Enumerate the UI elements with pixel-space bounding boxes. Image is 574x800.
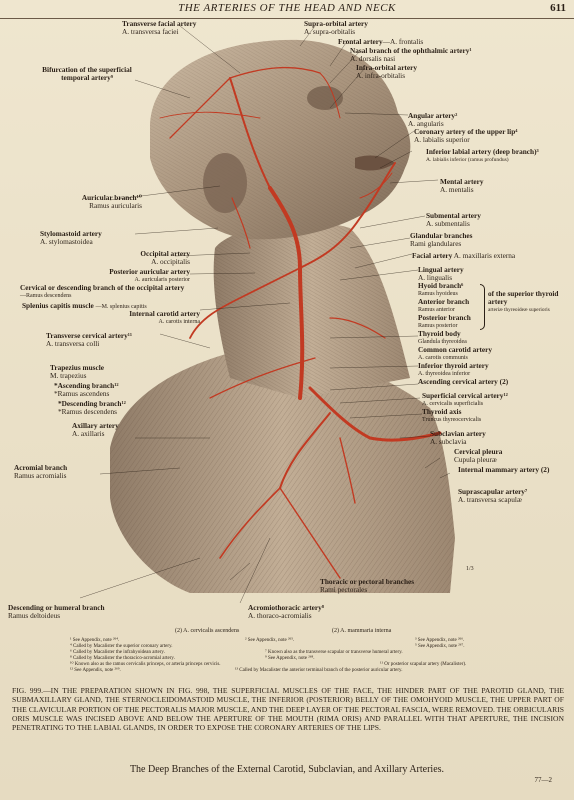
label-facial: Facial artery A. maxillaris externa — [412, 251, 516, 260]
eye-region — [307, 86, 343, 110]
label-bifurcation: Bifurcation of the superficial temporal artery⁹ — [42, 65, 132, 82]
auricle — [203, 153, 247, 213]
label-axillary: Axillary artery A. axillaris — [72, 421, 119, 438]
label-mental: Mental artery A. mentalis — [440, 177, 484, 194]
footnote: ¹¹ Or posterior scapular artery (Macalister). — [380, 662, 467, 667]
label-thyroid-body: Thyroid body Glandula thyreoidea — [418, 329, 467, 345]
label-thyroid-axis: Thyroid axis Truncus thyreocervicalis — [422, 407, 482, 423]
footnote: ⁷ Known also as the transverse scapular or transverse humeral artery. — [265, 650, 403, 655]
label-lingual: Lingual artery A. lingualis — [418, 265, 464, 282]
label-hyoid: Hyoid branch⁶ Ramus hyoideus — [418, 281, 464, 297]
footnote: ⁵ See Appendix, note ²⁶⁷. — [415, 644, 465, 649]
label-ascending-branch: *Ascending branch¹² *Ramus ascendens — [54, 381, 119, 398]
label-acromiothoracic: Acromiothoracic artery⁸ A. thoraco-acromialis — [248, 603, 325, 620]
label-acromial: Acromial branch Ramus acromialis — [14, 463, 68, 480]
footnote: ¹ See Appendix, note ²⁶⁴. — [70, 638, 120, 643]
brace-superior-thyroid — [480, 284, 485, 330]
label-inferior-thyroid: Inferior thyroid artery A. thyreoidea inferior — [418, 361, 489, 377]
footnote: ¹³ Called by Macalister the anterior terminal branch of the posterior auricular artery. — [235, 668, 403, 673]
page-number: 611 — [550, 2, 566, 14]
label-subclavian: Subclavian artery A. subclavia — [430, 429, 486, 446]
label-transverse-facial: Transverse facial artery A. transversa faciei — [122, 19, 197, 36]
label-occipital: Occipital artery A. occipitalis — [140, 249, 190, 266]
label-coronary-upper: Coronary artery of the upper lip⁴ A. labialis superior — [414, 127, 518, 144]
foot-ascending-cervical: (2) A. cervicalis ascendens — [175, 628, 240, 634]
label-trapezius: Trapezius muscle M. trapezius — [50, 363, 104, 380]
footnote: ¹² See Appendix, note ²⁶⁹. — [70, 668, 121, 673]
label-suprascapular: Suprascapular artery⁷ A. transversa scapulæ — [458, 487, 528, 504]
label-posterior-branch: Posterior branch Ramus posterior — [418, 313, 471, 329]
footnote: ⁹ See Appendix, note ²⁶⁸. — [265, 656, 315, 661]
label-splenius: Splenius capitis muscle —M. splenius capitis — [22, 301, 147, 310]
label-superficial-cervical: Superficial cervical artery¹² A. cervicalis superficialis — [422, 391, 508, 407]
label-cervical-pleura: Cervical pleura Cupula pleuræ — [454, 447, 503, 464]
label-thoracic-pectoral: Thoracic or pectoral branches Rami pectorales — [320, 577, 415, 594]
label-ascending-cervical: Ascending cervical artery (2) — [418, 377, 509, 386]
anatomical-plate — [0, 18, 574, 618]
label-descending-humeral: Descending or humeral branch Ramus deltoideus — [8, 603, 105, 620]
label-angular: Angular artery² A. angularis — [408, 111, 458, 128]
footnote: ² See Appendix, note ²⁶⁵. — [245, 638, 295, 643]
label-inferior-labial: Inferior labial artery (deep branch)³ A. labialis inferior (ramus profundus) — [426, 147, 539, 163]
label-internal-mammary: Internal mammary artery (2) — [458, 465, 550, 474]
label-supra-orbital: Supra-orbital artery A. supra-orbitalis — [304, 19, 368, 36]
label-glandular: Glandular branches Rami glandulares — [410, 231, 473, 248]
footnote: ⁶ Called by Macalister the infrahyoidean artery. — [70, 650, 165, 655]
label-cervical-descending: Cervical or descending branch of the occipital artery —Ramus descendens — [20, 283, 185, 299]
scale-mark: 1/3 — [466, 566, 474, 572]
label-stylomastoid: Stylomastoid artery A. stylomastoidea — [40, 229, 102, 246]
footnotes — [70, 638, 540, 680]
label-submental: Submental artery A. submentalis — [426, 211, 481, 228]
label-posterior-auricular: Posterior auricular artery A. auricularis posterior — [109, 267, 190, 283]
page-header-title: THE ARTERIES OF THE HEAD AND NECK — [178, 2, 396, 14]
footnote: ⁴ Called by Macalister the superior coronary artery. — [70, 644, 173, 649]
label-descending-branch: *Descending branch¹² *Ramus descendens — [58, 399, 126, 416]
footnote: ³ See Appendix, note ²⁶⁶. — [415, 638, 465, 643]
signature-mark: 77—2 — [534, 776, 552, 784]
label-common-carotid: Common carotid artery A. carotis communis — [418, 345, 493, 361]
figure-title: The Deep Branches of the External Carotid, Subclavian, and Axillary Arteries. — [129, 764, 445, 775]
label-frontal: Frontal artery—A. frontalis — [338, 37, 424, 46]
label-nasal: Nasal branch of the ophthalmic artery¹ A. dorsalis nasi — [350, 46, 472, 63]
running-header — [0, 2, 574, 19]
footnote: ⁸ Called by Macalister the thoracico-acromial artery. — [70, 656, 175, 661]
footnote: ¹⁰ Known also as the ramus cervicalis princeps, or arteria princeps cervicis. — [70, 662, 221, 667]
label-infraorbital: Infra-orbital artery A. infra-orbitalis — [356, 63, 417, 80]
label-auricular-branch: Auricular branch¹⁰ Ramus auricularis — [81, 193, 142, 210]
figure-caption: FIG. 999.—IN THE PREPARATION SHOWN IN FIG. 998, THE SUPERFICIAL MUSCLES OF THE FACE, THE HINDER PART OF THE PAROTID GLAND, THE SUBMAXILLARY GLAND, THE STERNOCLEIDOMASTOID MUSCLE, THE INFERIOR (POSTERIOR) BELLY OF THE OMOHYOID MUSCLE, THE UPPER PART OF THE CLAVICULAR PORTION OF THE PECTORALIS MAJOR MUSCLE, AND THE DEEP LAYER OF THE PECTORAL FASCIA, WERE REMOVED. THE ORBICULARIS ORIS MUSCLE WAS INCISED ABOVE AND BELOW THE APERTURE OF THE MOUTH (RIMA ORIS) AND PARALLEL WITH THAT APERTURE, THE INCISION PENETRATING TO THE LABIAL GLANDS, IN ORDER TO EXPOSE THE CORONARY ARTERIES OF THE LIPS. — [12, 686, 564, 733]
label-internal-carotid: Internal carotid artery A. carotis interna — [129, 309, 200, 325]
label-anterior-branch: Anterior branch Ramus anterior — [418, 297, 470, 313]
label-transverse-cervical: Transverse cervical artery¹¹ A. transversa colli — [46, 331, 133, 348]
label-superior-thyroid: of the superior thyroid artery arteriæ thyreoideæ superioris — [488, 289, 559, 313]
foot-internal-mammary: (2) A. mammaria interna — [332, 628, 392, 634]
